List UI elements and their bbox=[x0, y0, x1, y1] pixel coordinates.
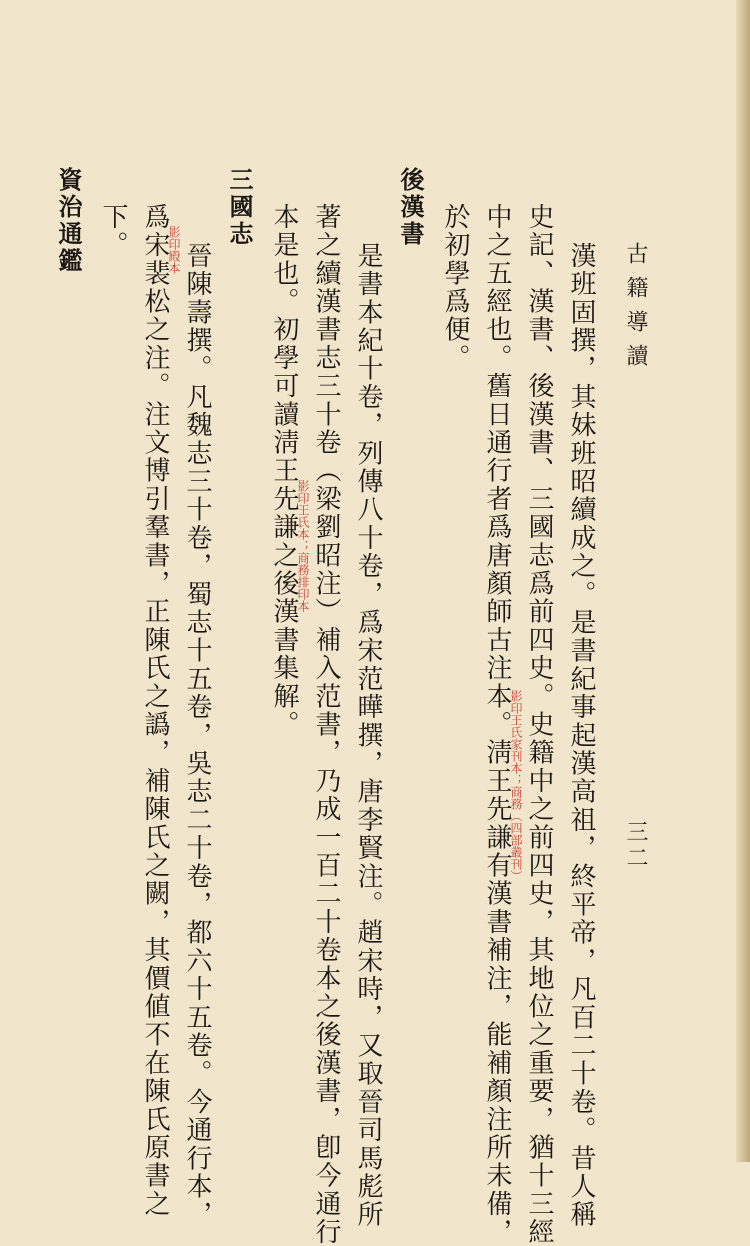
section-heading-san-guo-zhi: 三國志 bbox=[225, 167, 254, 248]
text-column: 漢班固撰，其妹班昭續成之。是書紀事起漢高祖，終平帝，凡百二十卷。昔人稱 bbox=[566, 242, 596, 1229]
text-column: 史記、漢書、後漢書、三國志爲前四史。史籍中之前四史，其地位之重要，猶十三經 bbox=[524, 203, 554, 1246]
text-column: 本是也。初學可讀淸王先謙之後漢書集解。 bbox=[269, 203, 299, 739]
running-title: 古籍導讀 bbox=[623, 242, 648, 378]
page-edge bbox=[736, 0, 750, 1162]
handwritten-annotation: 影印殿本 bbox=[167, 226, 181, 274]
section-heading-zi-zhi-tong-jian: 資治通鑑 bbox=[54, 167, 83, 275]
text-column: 下。 bbox=[98, 203, 128, 260]
page-number: 三二 bbox=[623, 820, 648, 872]
text-column: 中之五經也。舊日通行者爲唐顏師古注本。淸王先謙有漢書補注，能補顏注所未備， bbox=[482, 203, 512, 1246]
text-column: 於初學爲便。 bbox=[440, 203, 470, 373]
section-heading-hou-han-shu: 後漢書 bbox=[396, 167, 425, 248]
text-column: 是書本紀十卷，列傳八十卷，爲宋范曄撰，唐李賢注。趙宋時，又取晉司馬彪所 bbox=[353, 242, 383, 1229]
handwritten-annotation: 影印王氏家刊本；商務（四部叢刊） bbox=[509, 690, 523, 882]
handwritten-annotation: 影印王氏本；商務排印本 bbox=[296, 480, 310, 612]
text-column: 爲宋裴松之注。注文博引羣書，正陳氏之譌，補陳氏之闕，其價値不在陳氏原書之 bbox=[140, 203, 170, 1219]
text-column: 著之續漢書志三十卷（梁劉昭注）補入范書，乃成一百二十卷本之後漢書，卽今通行 bbox=[311, 203, 341, 1246]
text-column: 晉陳壽撰。凡魏志三十卷，蜀志十五卷，吳志二十卷，都六十五卷。今通行本， bbox=[182, 242, 212, 1229]
